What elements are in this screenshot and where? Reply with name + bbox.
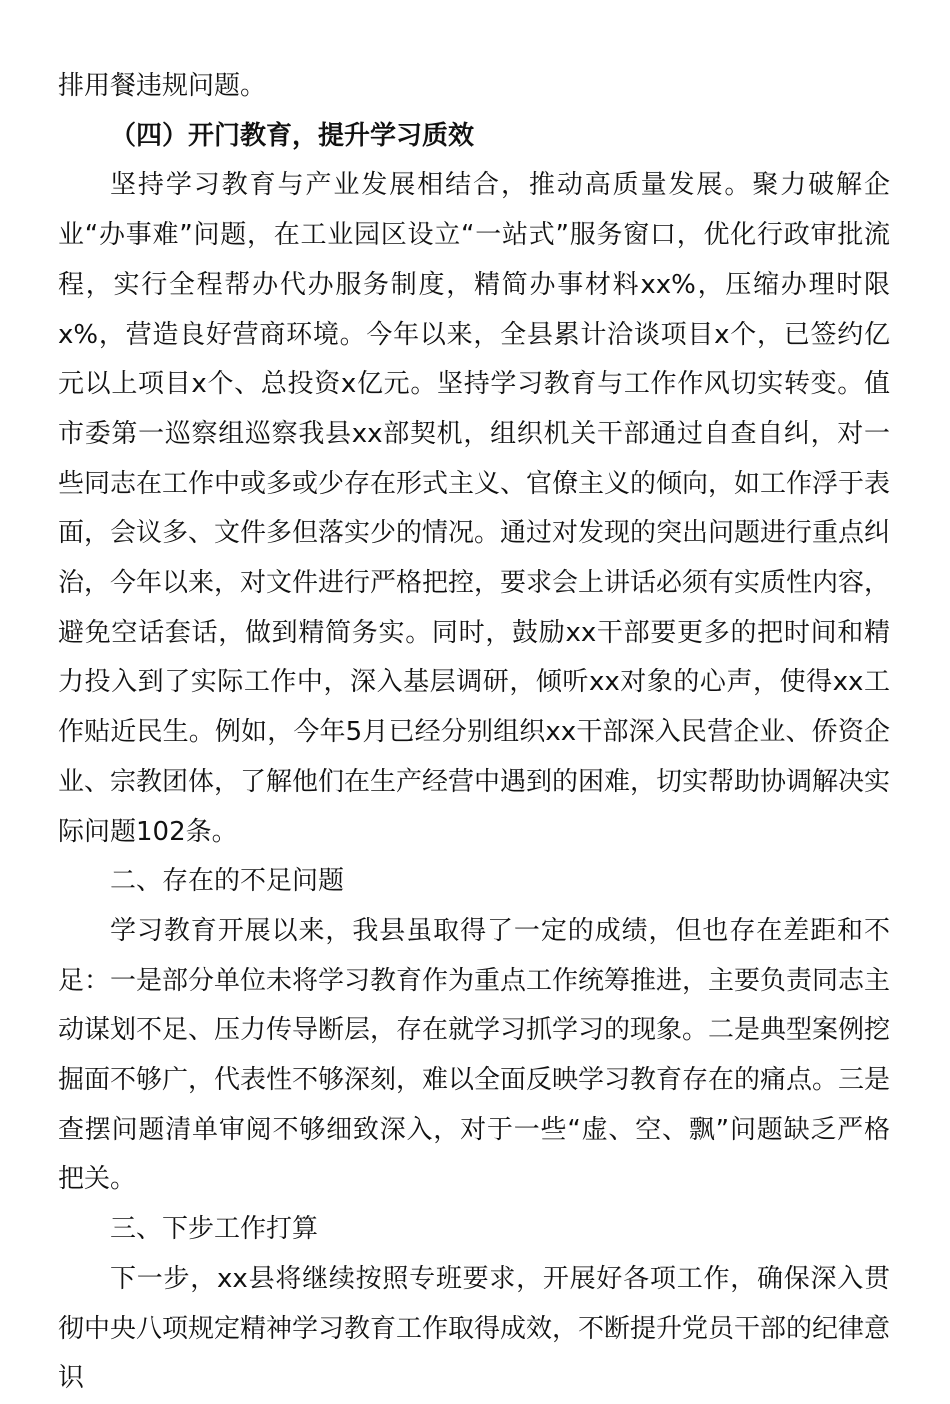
section-heading-problems: 二、存在的不足问题 <box>110 866 345 897</box>
paragraph-continuation: 排用餐违规问题。 <box>58 71 267 101</box>
paragraph-body: 下一步，xx县将继续按照专班要求，开展好各项工作，确保深入贯彻中央八项规定精神学习教育工作取得成效，不断提升党员干部的纪律意识 <box>58 1263 891 1394</box>
document-page <box>58 62 890 1404</box>
paragraph-body: 学习教育开展以来，我县虽取得了一定的成绩，但也存在差距和不足：一是部分单位未将学习教育作为重点工作统筹推进，主要负责同志主动谋划不足、压力传导断层，存在就学习抓学习的现象。二是典型案例挖掘面不够广，代表性不够深刻，难以全面反映学习教育存在的痛点。三是查摆问题清单审阅不够细致深入，对于一些“虚、空、飘”问题缺乏严格把关。 <box>58 915 891 1195</box>
section-heading-next-steps: 三、下步工作打算 <box>110 1214 319 1245</box>
paragraph-body: 坚持学习教育与产业发展相结合，推动高质量发展。聚力破解企业“办事难”问题，在工业园区设立“一站式”服务窗口，优化行政审批流程，实行全程帮办代办服务制度，精简办事材料xx%，压缩办理时限x%，营造良好营商环境。今年以来，全县累计洽谈项目x个，已签约亿元以上项目x个、总投资x亿元。坚持学习教育与工作作风切实转变。值市委第一巡察组巡察我县xx部契机，组织机关干部通过自查自纠，对一些同志在工作中或多或少存在形式主义、官僚主义的倾向，如工作浮于表面，会议多、文件多但落实少的情况。通过对发现的突出问题进行重点纠治，今年以来，对文件进行严格把控，要求会上讲话必须有实质性内容，避免空话套话，做到精简务实。同时，鼓励xx干部要更多的把时间和精力投入到了实际工作中，深入基层调研，倾听xx对象的心声，使得xx工作贴近民生。例如，今年5月已经分别组织xx干部深入民营企业、侨资企业、宗教团体，了解他们在生产经营中遇到的困难，切实帮助协调解决实际问题102条。 <box>58 170 891 847</box>
subheading-open-education: （四）开门教育，提升学习质效 <box>110 120 475 151</box>
